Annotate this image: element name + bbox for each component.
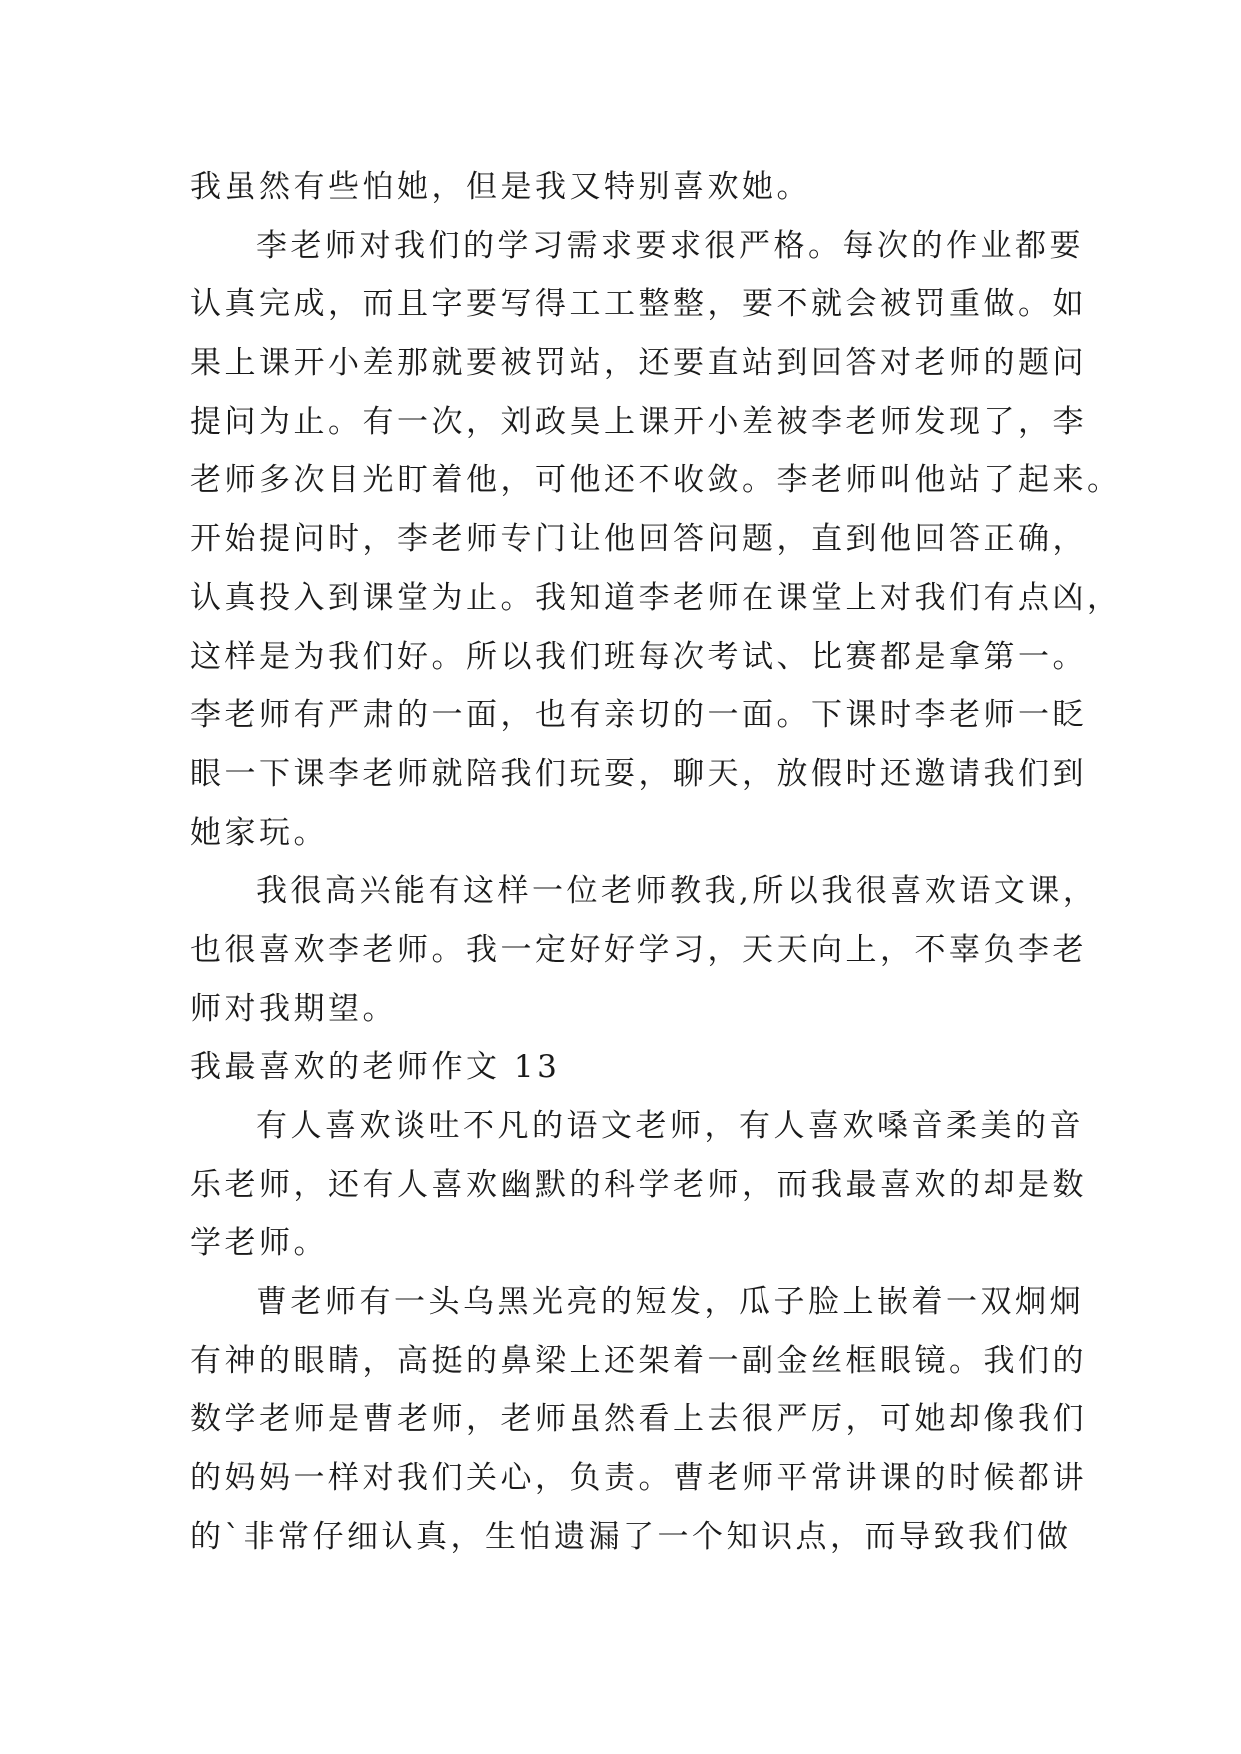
text-line: 开始提问时，李老师专门让他回答问题，直到他回答正确， bbox=[190, 521, 1087, 558]
text-line: 眼一下课李老师就陪我们玩耍，聊天，放假时还邀请我们到 bbox=[190, 755, 1087, 792]
text-line: 她家玩。 bbox=[190, 814, 328, 851]
text-line: 果上课开小差那就要被罚站，还要直站到回答对老师的题问 bbox=[190, 345, 1087, 382]
text-line: 老师多次目光盯着他，可他还不收敛。李老师叫他站了起来。 bbox=[190, 462, 1122, 499]
text-line: 数学老师是曹老师，老师虽然看上去很严厉，可她却像我们 bbox=[190, 1401, 1087, 1438]
text-line: 也很喜欢李老师。我一定好好学习，天天向上，不辜负李老 bbox=[190, 931, 1087, 968]
text-line: 我最喜欢的老师作文 13 bbox=[190, 1049, 561, 1086]
text-line: 这样是为我们好。所以我们班每次考试、比赛都是拿第一。 bbox=[190, 638, 1087, 675]
text-line: 的妈妈一样对我们关心，负责。曹老师平常讲课的时候都讲 bbox=[190, 1460, 1087, 1497]
paragraph-first-line: 我很高兴能有这样一位老师教我,所以我很喜欢语文课， bbox=[256, 873, 1098, 910]
text-line: 提问为止。有一次，刘政昊上课开小差被李老师发现了，李 bbox=[190, 403, 1087, 440]
text-line: 乐老师，还有人喜欢幽默的科学老师，而我最喜欢的却是数 bbox=[190, 1166, 1087, 1203]
essay-text bbox=[190, 158, 1122, 1567]
text-line: 我虽然有些怕她，但是我又特别喜欢她。 bbox=[190, 169, 811, 205]
text-line: 李老师有严肃的一面，也有亲切的一面。下课时李老师一眨 bbox=[190, 697, 1087, 734]
text-line: 师对我期望。 bbox=[190, 990, 397, 1027]
text-line: 学老师。 bbox=[190, 1225, 328, 1262]
text-line: 认真完成，而且字要写得工工整整，要不就会被罚重做。如 bbox=[190, 286, 1087, 323]
text-line: 的`非常仔细认真，生怕遗漏了一个知识点，而导致我们做 bbox=[190, 1518, 1072, 1555]
paragraph-first-line: 曹老师有一头乌黑光亮的短发，瓜子脸上嵌着一双炯炯 bbox=[256, 1284, 1084, 1321]
text-line: 有神的眼睛，高挺的鼻梁上还架着一副金丝框眼镜。我们的 bbox=[190, 1342, 1087, 1379]
paragraph-first-line: 有人喜欢谈吐不凡的语文老师，有人喜欢嗓音柔美的音 bbox=[256, 1108, 1084, 1144]
paragraph-first-line: 李老师对我们的学习需求要求很严格。每次的作业都要 bbox=[256, 227, 1084, 264]
text-line: 认真投入到课堂为止。我知道李老师在课堂上对我们有点凶， bbox=[190, 579, 1122, 616]
